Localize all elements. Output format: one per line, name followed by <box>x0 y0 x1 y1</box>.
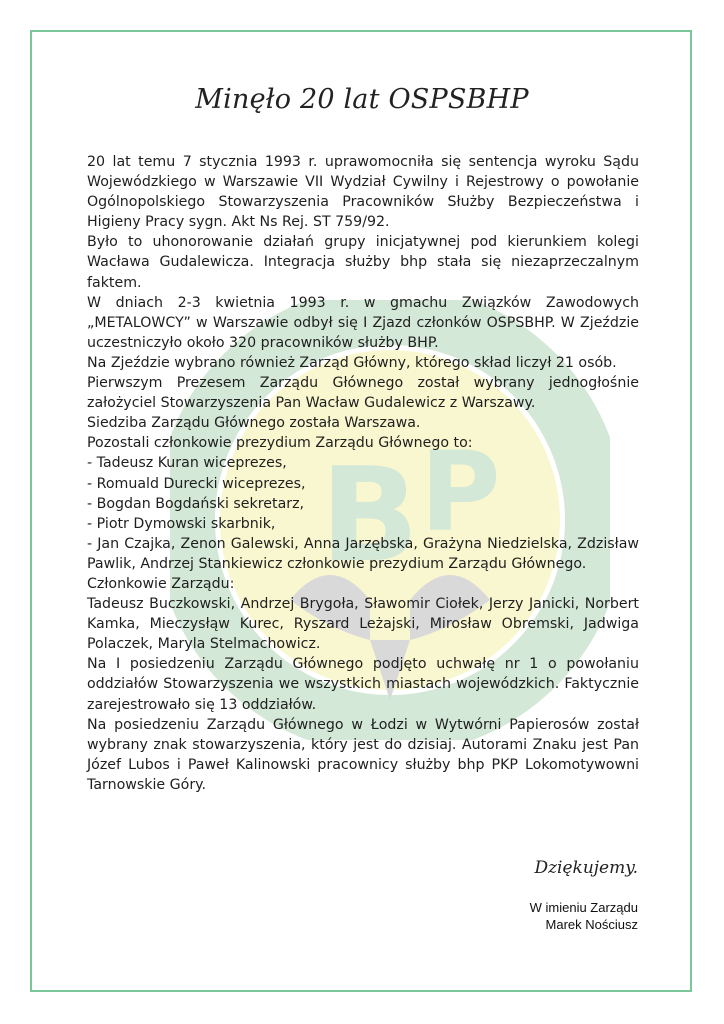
paragraph: Było to uhonorowanie działań grupy inicjatywnej pod kierunkiem kolegi Wacława Gudalewicza. Integracja służby bhp stała się niezaprzeczalnym faktem. <box>87 234 639 291</box>
signature-line: W imieniu Zarządu <box>529 900 638 915</box>
signature-name: Marek Nościusz <box>545 917 638 932</box>
paragraph: Na posiedzeniu Zarządu Głównego w Łodzi w Wytwórni Papierosów został wybrany znak stowarzyszenia, który jest do dzisiaj. Autorami Znaku jest Pan Józef Lubos i Paweł Kalinowski pracownicy służby bhp PKP Lokomotywowni Tarnowskie Góry. <box>87 716 639 793</box>
paragraph: Na I posiedzeniu Zarządu Głównego podjęto uchwałę nr 1 o powołaniu oddziałów Stowarzyszenia we wszystkich miastach wojewódzkich. Faktycznie zarejestrowało się 13 oddziałów. <box>87 656 639 713</box>
paragraph: Siedziba Zarządu Głównego została Warszawa. <box>87 415 421 432</box>
list-item: - Tadeusz Kuran wiceprezes, <box>87 455 287 472</box>
list-item: - Piotr Dymowski skarbnik, <box>87 515 276 532</box>
document-title: Minęło 20 lat OSPSBHP <box>195 84 529 115</box>
paragraph: W dniach 2-3 kwietnia 1993 r. w gmachu Związków Zawodowych „METALOWCY” w Warszawie odbył się I Zjazd członków OSPSBHP. W Zjeździe uczestniczyło około 320 pracowników służby BHP. <box>87 294 639 351</box>
paragraph: Członkowie Zarządu: <box>87 575 235 592</box>
list-item: - Romuald Durecki wiceprezes, <box>87 475 306 492</box>
list-item: - Jan Czajka, Zenon Galewski, Anna Jarzębska, Grażyna Niedzielska, Zdzisław Pawlik, Andrzej Stankiewicz członkowie prezydium Zarządu Głównego. <box>87 535 639 572</box>
paragraph: Pozostali członkowie prezydium Zarządu Głównego to: <box>87 435 473 452</box>
list-item: - Bogdan Bogdański sekretarz, <box>87 495 305 512</box>
document-body <box>87 152 639 795</box>
paragraph: Pierwszym Prezesem Zarządu Głównego został wybrany jednogłośnie założyciel Stowarzyszenia Pan Wacław Gudalewicz z Warszawy. <box>87 375 639 412</box>
svg-text:P: P <box>420 428 501 556</box>
paragraph: 20 lat temu 7 stycznia 1993 r. uprawomocniła się sentencja wyroku Sądu Wojewódzkiego w Warszawie VII Wydział Cywilny i Rejestrowy o powołanie Ogólnopolskiego Stowarzyszenia Pracowników Służby Bezpieczeństwa i Higieny Pracy sygn. Akt Ns Rej. ST 759/92. <box>87 154 639 231</box>
signature-block <box>530 899 638 933</box>
svg-text:B: B <box>320 439 420 591</box>
paragraph: Tadeusz Buczkowski, Andrzej Brygoła, Sławomir Ciołek, Jerzy Janicki, Norbert Kamka, Mieczysłąw Kurec, Ryszard Leżajski, Mirosław Obremski, Jadwiga Polaczek, Maryla Stelmachowicz. <box>87 596 639 653</box>
paragraph: Na Zjeździe wybrano również Zarząd Główny, którego skład liczył 21 osób. <box>87 354 617 371</box>
thanks-text: Dziękujemy. <box>534 858 638 878</box>
